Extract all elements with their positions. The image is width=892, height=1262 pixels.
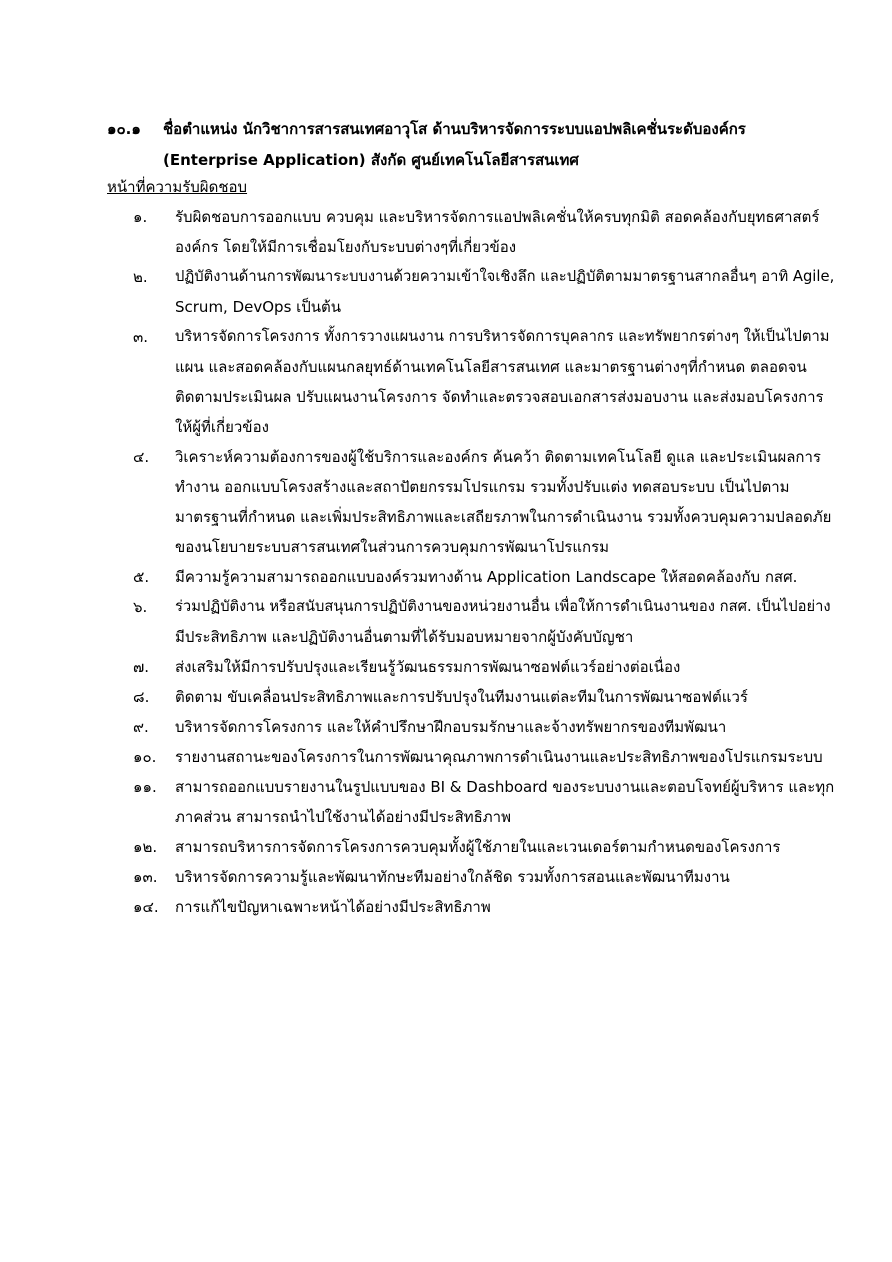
list-item-number: ๙. [133,718,149,736]
list-item-number: ๖. [133,598,148,616]
list-item [0,592,892,652]
list-item-number: ๘. [133,688,150,706]
list-item-text [175,442,840,562]
list-item-line: ปฏิบัติงานด้านการพัฒนาระบบงานด้วยความเข้าใจเชิงลึก และปฏิบัติตามมาตรฐานสากลอื่นๆ อาทิ Agile, [175,268,835,285]
list-item-number: ๑๔. [133,898,159,916]
list-item [0,862,892,892]
list-item-line: ของนโยบายระบบสารสนเทศในส่วนการควบคุมการพัฒนาโปรแกรม [175,538,610,556]
list-item [0,202,892,262]
list-item-line: มาตรฐานที่กำหนด และเพิ่มประสิทธิภาพและเสถียรภาพในการดำเนินงาน รวมทั้งควบคุมความปลอดภัย [175,508,832,526]
list-item [0,832,892,862]
list-item-number: ๒. [133,268,148,286]
list-item-line: บริหารจัดการโครงการ ทั้งการวางแผนงาน การบริหารจัดการบุคลากร และทรัพยากรต่างๆ ให้เป็นไปตาม [175,328,830,345]
heading-title-line-1: ชื่อตำแหน่ง นักวิชาการสารสนเทศอาวุโส ด้านบริหารจัดการระบบแอปพลิเคชั่นระดับองค์กร [163,120,746,138]
list-item-line: มีความรู้ความสามารถออกแบบองค์รวมทางด้าน Application Landscape ให้สอดคล้องกับ กสศ. [175,568,798,586]
list-item-text [175,202,840,262]
list-item-text [175,652,840,682]
list-item-text [175,832,840,862]
list-item-text [175,592,840,652]
list-item-line: สามารถออกแบบรายงานในรูปแบบของ BI & Dashboard ของระบบงานและตอบโจทย์ผู้บริหาร และทุก [175,778,835,796]
list-item-line: วิเคราะห์ความต้องการของผู้ใช้บริการและองค์กร ค้นคว้า ติดตามเทคโนโลยี ดูแล และประเมินผลการ [175,448,821,466]
list-item-text [175,262,840,322]
list-item-line: สามารถบริหารการจัดการโครงการควบคุมทั้งผู้ใช้ภายในและเวนเดอร์ตามกำหนดของโครงการ [175,838,781,856]
list-item-text [175,712,840,742]
list-item-line: ร่วมปฏิบัติงาน หรือสนับสนุนการปฏิบัติงานของหน่วยงานอื่น เพื่อให้การดำเนินงานของ กสศ. เป็นไปอย่าง [175,598,831,615]
heading-number: ๑๐.๑ [107,120,141,138]
list-item-number: ๑๐. [133,748,157,766]
list-item-line: ส่งเสริมให้มีการปรับปรุงและเรียนรู้วัฒนธรรมการพัฒนาซอฟต์แวร์อย่างต่อเนื่อง [175,658,681,676]
list-item-number: ๕. [133,568,150,586]
list-item-text [175,742,840,772]
responsibilities-list [0,202,892,922]
list-item [0,712,892,742]
list-item-text [175,322,840,442]
list-item-number: ๑๓. [133,868,158,886]
list-item-number: ๗. [133,658,150,676]
list-item-number: ๔. [133,448,150,466]
list-item-text [175,772,840,832]
list-item [0,742,892,772]
list-item-line: องค์กร โดยให้มีการเชื่อมโยงกับระบบต่างๆที่เกี่ยวข้อง [175,238,517,256]
list-item-number: ๑. [133,208,148,226]
list-item-number: ๑๒. [133,838,158,856]
list-item-line: ภาคส่วน สามารถนำไปใช้งานได้อย่างมีประสิทธิภาพ [175,808,511,826]
list-item-text [175,892,840,922]
list-item [0,322,892,442]
list-item-line: ติดตามประเมินผล ปรับแผนงานโครงการ จัดทำและตรวจสอบเอกสารส่งมอบงาน และส่งมอบโครงการ [175,388,824,406]
list-item-line: บริหารจัดการความรู้และพัฒนาทักษะทีมอย่างใกล้ชิด รวมทั้งการสอนและพัฒนาทีมงาน [175,868,730,886]
list-item-number: ๓. [133,328,149,346]
list-item-line: มีประสิทธิภาพ และปฏิบัติงานอื่นตามที่ได้รับมอบหมายจากผู้บังคับบัญชา [175,628,634,646]
list-item [0,682,892,712]
list-item-line: แผน และสอดคล้องกับแผนกลยุทธ์ด้านเทคโนโลยีสารสนเทศ และมาตรฐานต่างๆที่กำหนด ตลอดจน [175,358,807,376]
list-item [0,562,892,592]
list-item-text [175,562,840,592]
list-item [0,442,892,562]
list-item-line: รายงานสถานะของโครงการในการพัฒนาคุณภาพการดำเนินงานและประสิทธิภาพของโปรแกรมระบบ [175,748,823,766]
list-item-line: การแก้ไขปัญหาเฉพาะหน้าได้อย่างมีประสิทธิภาพ [175,898,491,916]
responsibilities-label: หน้าที่ความรับผิดชอบ [107,178,248,196]
list-item [0,652,892,682]
list-item [0,262,892,322]
list-item-line: ทำงาน ออกแบบโครงสร้างและสถาปัตยกรรมโปรแกรม รวมทั้งปรับแต่ง ทดสอบระบบ เป็นไปตาม [175,478,790,496]
list-item-line: ติดตาม ขับเคลื่อนประสิทธิภาพและการปรับปรุงในทีมงานแต่ละทีมในการพัฒนาซอฟต์แวร์ [175,688,748,706]
list-item-text [175,862,840,892]
list-item [0,772,892,832]
list-item-number: ๑๑. [133,778,157,796]
list-item-text [175,682,840,712]
list-item-line: ให้ผู้ที่เกี่ยวข้อง [175,418,269,436]
list-item-line: Scrum, DevOps เป็นต้น [175,298,342,316]
list-item [0,892,892,922]
heading-title-line-2: (Enterprise Application) สังกัด ศูนย์เทคโนโลยีสารสนเทศ [163,151,579,169]
list-item-line: รับผิดชอบการออกแบบ ควบคุม และบริหารจัดการแอปพลิเคชั่นให้ครบทุกมิติ สอดคล้องกับยุทธศาสตร์ [175,208,820,226]
list-item-line: บริหารจัดการโครงการ และให้คำปรึกษาฝึกอบรมรักษาและจ้างทรัพยากรของทีมพัฒนา [175,718,727,736]
